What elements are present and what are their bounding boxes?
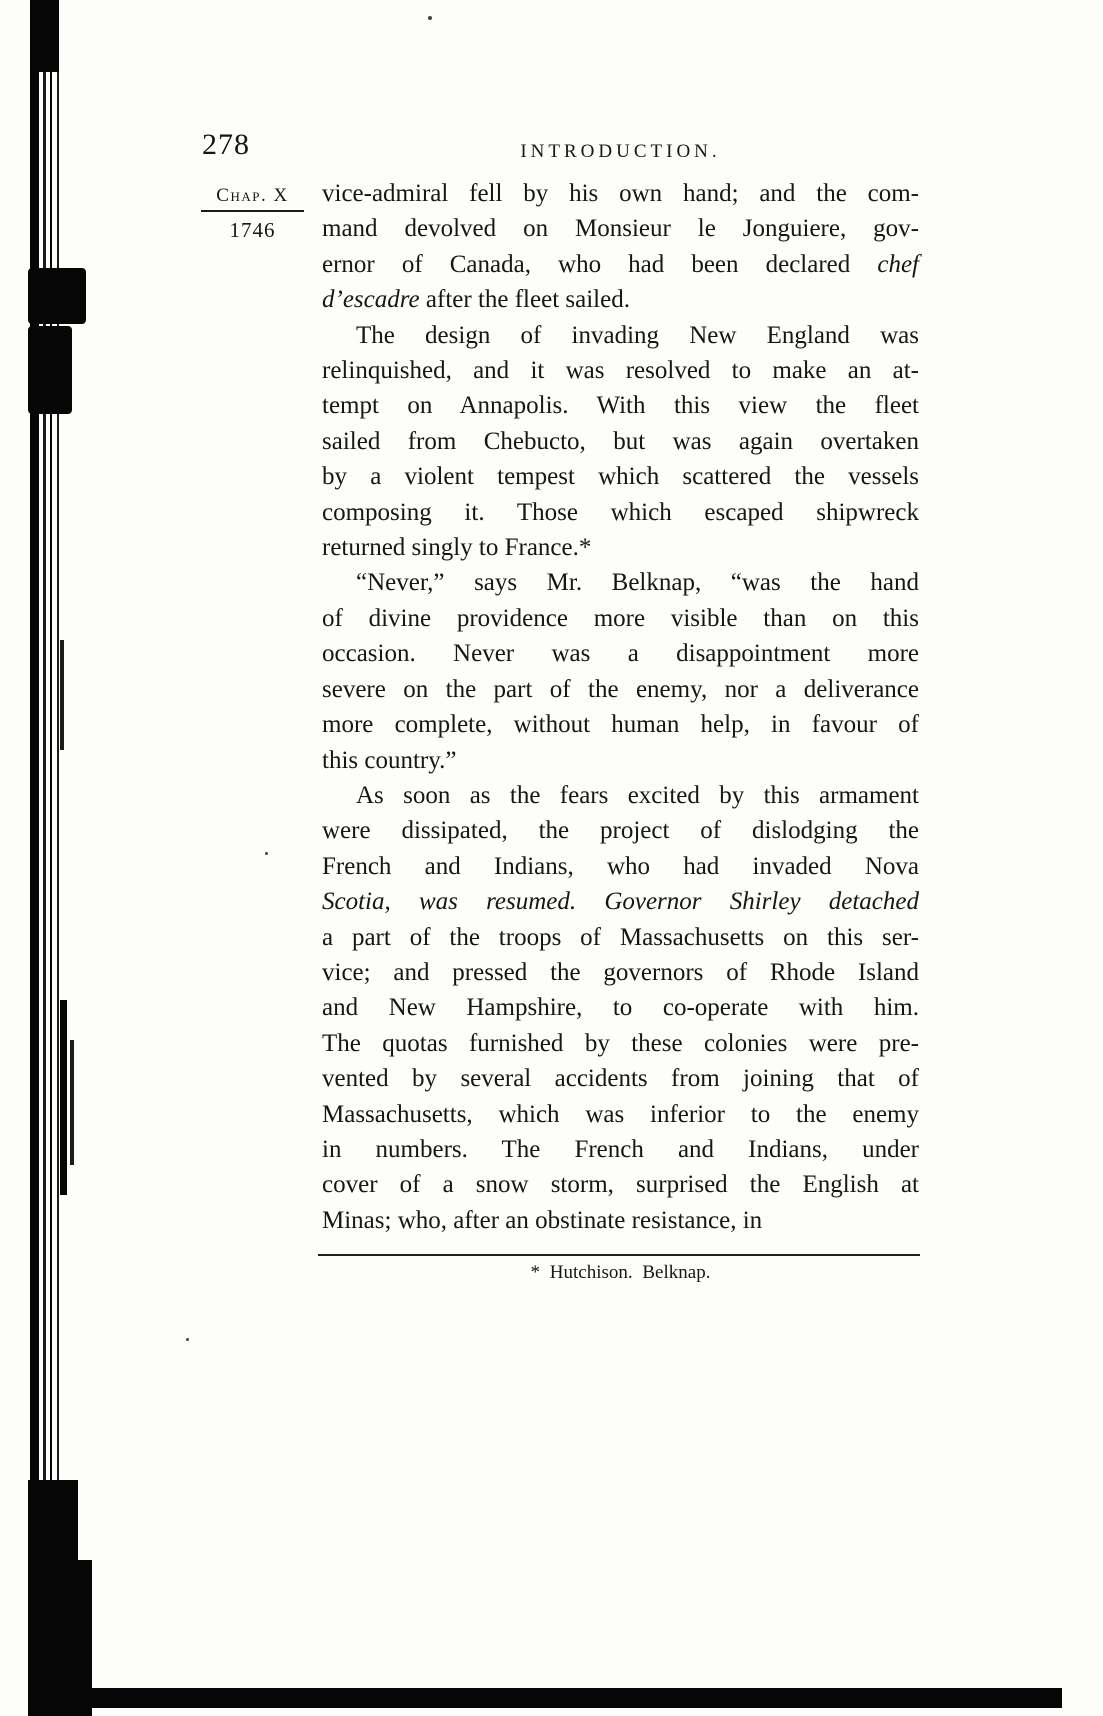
scan-artifact-left-bar bbox=[43, 0, 46, 1716]
margin-note bbox=[201, 185, 304, 243]
text-line: As soon as the fears excited by this armament bbox=[356, 781, 919, 809]
text-line: tempt on Annapolis. With this view the fleet bbox=[322, 392, 919, 420]
text-line: by a violent tempest which scattered the vessels bbox=[322, 463, 919, 491]
chapter-label: Chap. X bbox=[201, 185, 304, 212]
text-line: more complete, without human help, in favour of bbox=[322, 711, 919, 739]
scan-artifact-left-bar bbox=[57, 0, 59, 1716]
scan-artifact-blob bbox=[60, 1000, 67, 1195]
text-line: severe on the part of the enemy, nor a deliverance bbox=[322, 675, 919, 703]
text-line: were dissipated, the project of dislodging the bbox=[322, 817, 919, 845]
text-line: The design of invading New England was bbox=[356, 321, 919, 349]
text-line: Minas; who, after an obstinate resistance, in bbox=[322, 1206, 763, 1234]
text-line: and New Hampshire, to co-operate with him. bbox=[322, 994, 919, 1022]
paragraph bbox=[322, 565, 919, 777]
text-line: cover of a snow storm, surprised the English at bbox=[322, 1171, 919, 1199]
paragraph bbox=[322, 318, 919, 566]
text-line: this country.” bbox=[322, 746, 457, 774]
text-line: vice-admiral fell by his own hand; and the com- bbox=[322, 180, 919, 207]
scan-speck bbox=[265, 852, 268, 855]
body-text bbox=[322, 176, 919, 1238]
text-line: mand devolved on Monsieur le Jonguiere, gov- bbox=[322, 215, 919, 243]
text-line: occasion. Never was a disappointment more bbox=[322, 640, 919, 668]
text-line: composing it. Those which escaped shipwreck bbox=[322, 498, 919, 526]
text-line: a part of the troops of Massachusetts on this ser- bbox=[322, 923, 919, 951]
text-line: of divine providence more visible than on this bbox=[322, 604, 919, 632]
scan-artifact-blob bbox=[70, 1040, 74, 1165]
footnote: * Hutchison. Belknap. bbox=[530, 1262, 711, 1283]
text-line: d’escadre after the fleet sailed. bbox=[322, 286, 630, 314]
scan-artifact-blob bbox=[60, 640, 64, 750]
text-line: vented by several accidents from joining that of bbox=[322, 1065, 919, 1093]
text-line: sailed from Chebucto, but was again overtaken bbox=[322, 427, 919, 455]
text-line: returned singly to France.* bbox=[322, 534, 592, 562]
text-line: French and Indians, who had invaded Nova bbox=[322, 852, 919, 880]
scan-artifact-blob bbox=[28, 326, 72, 414]
text-line: “Never,” says Mr. Belknap, “was the hand bbox=[356, 569, 919, 597]
text-line: ernor of Canada, who had been declared chef bbox=[322, 250, 919, 278]
scan-artifact-blob bbox=[33, 0, 59, 72]
text-line: The quotas furnished by these colonies were pre- bbox=[322, 1029, 919, 1057]
scan-artifact-left-bar bbox=[30, 0, 39, 1716]
text-line: Scotia, was resumed. Governor Shirley detached bbox=[322, 888, 919, 916]
text-line: in numbers. The French and Indians, under bbox=[322, 1135, 919, 1163]
running-header: INTRODUCTION. bbox=[520, 141, 721, 162]
text-line: relinquished, and it was resolved to make an at- bbox=[322, 357, 919, 385]
scan-artifact-bottom-bar bbox=[70, 1688, 1062, 1708]
text-line: Massachusetts, which was inferior to the enemy bbox=[322, 1100, 919, 1128]
paragraph bbox=[322, 176, 919, 318]
text-line: vice; and pressed the governors of Rhode Island bbox=[322, 958, 919, 986]
scan-speck bbox=[186, 1338, 189, 1341]
page-number: 278 bbox=[202, 128, 250, 161]
paragraph bbox=[322, 778, 919, 1238]
scan-speck bbox=[428, 16, 432, 20]
year-label: 1746 bbox=[229, 218, 276, 242]
scan-artifact-blob bbox=[28, 268, 86, 324]
footnote-rule bbox=[318, 1254, 920, 1256]
